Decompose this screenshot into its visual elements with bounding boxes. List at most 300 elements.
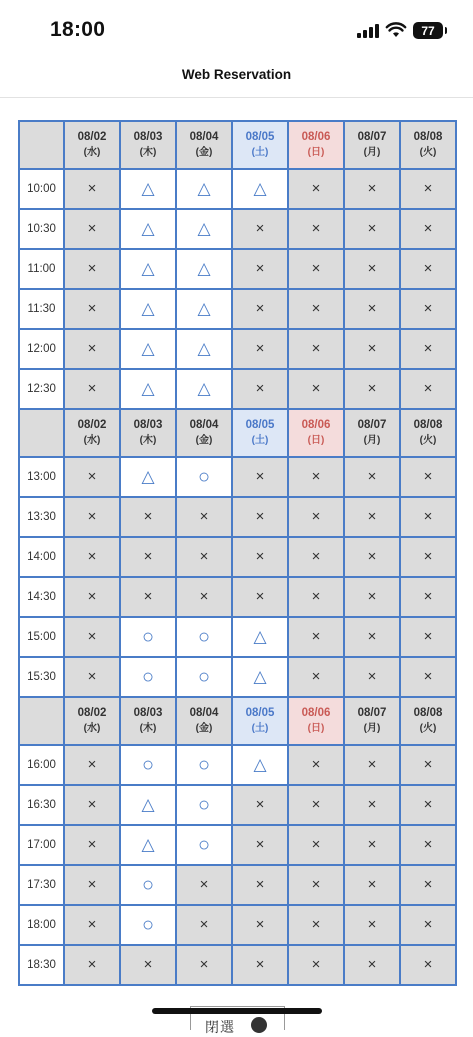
header-date: 08/03 <box>133 419 163 431</box>
slot-unavailable <box>64 537 120 577</box>
time-row <box>19 537 456 577</box>
slot-unavailable <box>288 657 344 697</box>
slot-unavailable <box>288 865 344 905</box>
circle-icon: ○ <box>197 465 211 488</box>
date-header-cell <box>288 121 344 169</box>
date-header-cell <box>344 697 400 745</box>
slot-unavailable <box>232 577 288 617</box>
slot-unavailable <box>344 825 400 865</box>
cross-icon: × <box>311 836 321 853</box>
cross-icon: × <box>423 220 433 237</box>
slot-unavailable <box>344 537 400 577</box>
cross-icon: × <box>423 836 433 853</box>
date-header-cell <box>400 409 456 457</box>
cross-icon: × <box>367 668 377 685</box>
slot-available[interactable] <box>232 745 288 785</box>
triangle-icon: △ <box>197 298 211 318</box>
time-label: 12:30 <box>19 369 64 409</box>
slot-unavailable <box>288 497 344 537</box>
date-header-cell <box>120 121 176 169</box>
slot-unavailable <box>400 905 456 945</box>
time-row <box>19 457 456 497</box>
wifi-icon <box>386 23 406 38</box>
slot-unavailable <box>64 457 120 497</box>
cross-icon: × <box>367 380 377 397</box>
cross-icon: × <box>199 956 209 973</box>
slot-unavailable <box>400 497 456 537</box>
slot-available[interactable] <box>120 209 176 249</box>
header-weekday: (火) <box>419 147 437 158</box>
slot-unavailable <box>232 497 288 537</box>
slot-unavailable <box>288 537 344 577</box>
cross-icon: × <box>423 668 433 685</box>
header-date: 08/05 <box>245 419 275 431</box>
date-header-cell <box>176 409 232 457</box>
time-row <box>19 577 456 617</box>
cross-icon: × <box>423 588 433 605</box>
header-date: 08/07 <box>357 131 387 143</box>
slot-unavailable <box>288 169 344 209</box>
cross-icon: × <box>143 588 153 605</box>
slot-available[interactable] <box>176 329 232 369</box>
slot-unavailable <box>288 785 344 825</box>
slot-available[interactable] <box>120 825 176 865</box>
slot-unavailable <box>344 369 400 409</box>
time-label: 11:00 <box>19 249 64 289</box>
slot-available[interactable] <box>120 657 176 697</box>
date-header-cell <box>344 121 400 169</box>
header-weekday: (木) <box>139 147 157 158</box>
status-time: 18:00 <box>50 18 106 41</box>
slot-available[interactable] <box>176 289 232 329</box>
cross-icon: × <box>423 180 433 197</box>
triangle-icon: △ <box>141 378 155 398</box>
circle-icon: ○ <box>197 793 211 816</box>
slot-unavailable <box>232 329 288 369</box>
slot-unavailable <box>64 785 120 825</box>
slot-available[interactable] <box>176 785 232 825</box>
cross-icon: × <box>367 588 377 605</box>
date-header-row <box>19 697 456 745</box>
header-weekday: (水) <box>83 435 101 446</box>
header-date: 08/03 <box>133 707 163 719</box>
time-row <box>19 785 456 825</box>
cross-icon: × <box>143 508 153 525</box>
cross-icon: × <box>423 628 433 645</box>
time-label: 14:30 <box>19 577 64 617</box>
cross-icon: × <box>367 628 377 645</box>
slot-available[interactable] <box>232 657 288 697</box>
slot-unavailable <box>400 785 456 825</box>
slot-unavailable <box>344 945 400 985</box>
slot-unavailable <box>232 249 288 289</box>
slot-available[interactable] <box>120 369 176 409</box>
header-weekday: (金) <box>195 723 213 734</box>
time-label: 17:00 <box>19 825 64 865</box>
cross-icon: × <box>423 340 433 357</box>
home-indicator <box>152 1008 322 1014</box>
slot-available[interactable] <box>120 169 176 209</box>
slot-unavailable <box>400 945 456 985</box>
time-label: 12:00 <box>19 329 64 369</box>
slot-unavailable <box>344 617 400 657</box>
reservation-grid <box>18 120 456 986</box>
triangle-icon: △ <box>197 378 211 398</box>
slot-unavailable <box>232 905 288 945</box>
cross-icon: × <box>311 876 321 893</box>
slot-unavailable <box>232 537 288 577</box>
slot-unavailable <box>288 945 344 985</box>
cross-icon: × <box>87 588 97 605</box>
cross-icon: × <box>255 380 265 397</box>
cross-icon: × <box>255 508 265 525</box>
time-label: 10:00 <box>19 169 64 209</box>
time-label: 11:30 <box>19 289 64 329</box>
time-row <box>19 657 456 697</box>
time-row <box>19 369 456 409</box>
cross-icon: × <box>87 340 97 357</box>
circle-icon: ○ <box>141 873 155 896</box>
slot-unavailable <box>400 457 456 497</box>
slot-unavailable <box>344 785 400 825</box>
slot-unavailable <box>344 577 400 617</box>
header-date: 08/05 <box>245 131 275 143</box>
triangle-icon: △ <box>141 258 155 278</box>
cross-icon: × <box>423 796 433 813</box>
cross-icon: × <box>311 756 321 773</box>
header-date: 08/08 <box>413 419 443 431</box>
cross-icon: × <box>367 548 377 565</box>
slot-unavailable <box>344 865 400 905</box>
triangle-icon: △ <box>197 178 211 198</box>
slot-unavailable <box>120 945 176 985</box>
triangle-icon: △ <box>253 754 267 774</box>
circle-icon: ○ <box>197 753 211 776</box>
slot-unavailable <box>344 329 400 369</box>
slot-available[interactable] <box>176 825 232 865</box>
slot-unavailable <box>64 865 120 905</box>
slot-unavailable <box>64 657 120 697</box>
page-title: Web Reservation <box>181 67 292 82</box>
slot-unavailable <box>232 289 288 329</box>
circle-icon: ○ <box>141 625 155 648</box>
slot-unavailable <box>64 249 120 289</box>
header-date: 08/04 <box>189 419 219 431</box>
slot-unavailable <box>400 617 456 657</box>
slot-available[interactable] <box>120 617 176 657</box>
slot-available[interactable] <box>176 745 232 785</box>
slot-available[interactable] <box>120 249 176 289</box>
slot-unavailable <box>288 745 344 785</box>
time-row <box>19 209 456 249</box>
cross-icon: × <box>87 508 97 525</box>
slot-available[interactable] <box>176 249 232 289</box>
slot-unavailable <box>400 577 456 617</box>
slot-unavailable <box>176 537 232 577</box>
triangle-icon: △ <box>253 626 267 646</box>
cross-icon: × <box>423 916 433 933</box>
slot-unavailable <box>64 905 120 945</box>
slot-available[interactable] <box>120 905 176 945</box>
slot-unavailable <box>400 745 456 785</box>
triangle-icon: △ <box>141 218 155 238</box>
slot-unavailable <box>176 865 232 905</box>
slot-unavailable <box>64 169 120 209</box>
header-corner <box>19 409 64 457</box>
date-header-cell <box>176 697 232 745</box>
cross-icon: × <box>255 916 265 933</box>
triangle-icon: △ <box>141 338 155 358</box>
cross-icon: × <box>255 220 265 237</box>
cross-icon: × <box>311 628 321 645</box>
slot-available[interactable] <box>120 289 176 329</box>
slot-unavailable <box>344 209 400 249</box>
time-label: 16:00 <box>19 745 64 785</box>
triangle-icon: △ <box>141 794 155 814</box>
cross-icon: × <box>87 756 97 773</box>
date-header-cell <box>120 409 176 457</box>
slot-available[interactable] <box>232 617 288 657</box>
cross-icon: × <box>255 876 265 893</box>
cross-icon: × <box>199 588 209 605</box>
cross-icon: × <box>87 916 97 933</box>
cross-icon: × <box>199 916 209 933</box>
time-label: 14:00 <box>19 537 64 577</box>
slot-unavailable <box>176 905 232 945</box>
time-row <box>19 289 456 329</box>
cross-icon: × <box>87 260 97 277</box>
cross-icon: × <box>423 260 433 277</box>
slot-available[interactable] <box>176 369 232 409</box>
slot-unavailable <box>64 577 120 617</box>
slot-unavailable <box>64 209 120 249</box>
header-weekday: (月) <box>363 435 381 446</box>
time-label: 15:00 <box>19 617 64 657</box>
slot-unavailable <box>64 825 120 865</box>
header-weekday: (金) <box>195 147 213 158</box>
slot-unavailable <box>400 825 456 865</box>
slot-unavailable <box>400 209 456 249</box>
cross-icon: × <box>87 956 97 973</box>
slot-unavailable <box>64 617 120 657</box>
time-label: 10:30 <box>19 209 64 249</box>
slot-unavailable <box>288 209 344 249</box>
triangle-icon: △ <box>253 178 267 198</box>
date-header-cell <box>232 697 288 745</box>
time-row <box>19 905 456 945</box>
slot-available[interactable] <box>176 209 232 249</box>
slot-unavailable <box>64 497 120 537</box>
cross-icon: × <box>367 508 377 525</box>
cross-icon: × <box>423 548 433 565</box>
cross-icon: × <box>87 380 97 397</box>
slot-unavailable <box>400 289 456 329</box>
cross-icon: × <box>87 668 97 685</box>
time-label: 17:30 <box>19 865 64 905</box>
cross-icon: × <box>255 956 265 973</box>
triangle-icon: △ <box>197 338 211 358</box>
slot-available[interactable] <box>232 169 288 209</box>
status-bar <box>0 0 473 60</box>
date-header-cell <box>344 409 400 457</box>
cross-icon: × <box>423 300 433 317</box>
slot-unavailable <box>288 617 344 657</box>
cross-icon: × <box>255 588 265 605</box>
slot-unavailable <box>232 945 288 985</box>
slot-unavailable <box>344 457 400 497</box>
cross-icon: × <box>367 956 377 973</box>
header-corner <box>19 697 64 745</box>
cross-icon: × <box>255 796 265 813</box>
time-label: 13:30 <box>19 497 64 537</box>
circle-icon: ○ <box>197 833 211 856</box>
date-header-cell <box>176 121 232 169</box>
header-weekday: (日) <box>307 723 325 734</box>
header-date: 08/02 <box>77 419 107 431</box>
header-weekday: (土) <box>251 723 269 734</box>
battery-icon <box>413 22 443 39</box>
slot-unavailable <box>400 657 456 697</box>
time-label: 16:30 <box>19 785 64 825</box>
slot-unavailable <box>400 329 456 369</box>
cross-icon: × <box>367 260 377 277</box>
cross-icon: × <box>199 876 209 893</box>
date-header-cell <box>288 409 344 457</box>
cross-icon: × <box>87 300 97 317</box>
slot-unavailable <box>120 577 176 617</box>
cross-icon: × <box>423 508 433 525</box>
header-weekday: (水) <box>83 723 101 734</box>
cross-icon: × <box>367 300 377 317</box>
header-weekday: (木) <box>139 723 157 734</box>
cross-icon: × <box>199 508 209 525</box>
cross-icon: × <box>255 836 265 853</box>
cross-icon: × <box>423 876 433 893</box>
slot-unavailable <box>344 497 400 537</box>
slot-unavailable <box>176 577 232 617</box>
slot-unavailable <box>400 865 456 905</box>
time-row <box>19 497 456 537</box>
header-date: 08/07 <box>357 419 387 431</box>
cross-icon: × <box>87 796 97 813</box>
slot-unavailable <box>288 329 344 369</box>
header-weekday: (日) <box>307 435 325 446</box>
triangle-icon: △ <box>197 218 211 238</box>
cross-icon: × <box>311 380 321 397</box>
cross-icon: × <box>255 260 265 277</box>
header-date: 08/02 <box>77 131 107 143</box>
circle-icon: ○ <box>141 753 155 776</box>
cross-icon: × <box>311 916 321 933</box>
slot-unavailable <box>288 289 344 329</box>
slot-unavailable <box>344 745 400 785</box>
time-row <box>19 249 456 289</box>
slot-unavailable <box>288 905 344 945</box>
header-date: 08/06 <box>301 419 331 431</box>
circle-icon: ○ <box>141 665 155 688</box>
slot-unavailable <box>344 905 400 945</box>
cross-icon: × <box>367 180 377 197</box>
header-weekday: (火) <box>419 435 437 446</box>
cross-icon: × <box>143 548 153 565</box>
cross-icon: × <box>311 340 321 357</box>
triangle-icon: △ <box>141 298 155 318</box>
signal-icon <box>357 24 379 38</box>
slot-available[interactable] <box>176 457 232 497</box>
slot-available[interactable] <box>176 657 232 697</box>
slot-unavailable <box>288 825 344 865</box>
cross-icon: × <box>143 956 153 973</box>
slot-available[interactable] <box>120 329 176 369</box>
header-weekday: (火) <box>419 723 437 734</box>
date-header-cell <box>400 121 456 169</box>
slot-unavailable <box>232 369 288 409</box>
cross-icon: × <box>87 628 97 645</box>
cross-icon: × <box>367 916 377 933</box>
slot-unavailable <box>232 825 288 865</box>
header-date: 08/04 <box>189 131 219 143</box>
cross-icon: × <box>423 468 433 485</box>
slot-unavailable <box>400 369 456 409</box>
header-date: 08/06 <box>301 707 331 719</box>
slot-available[interactable] <box>120 865 176 905</box>
date-header-cell <box>400 697 456 745</box>
cross-icon: × <box>199 548 209 565</box>
slot-available[interactable] <box>120 785 176 825</box>
cross-icon: × <box>311 668 321 685</box>
header-weekday: (土) <box>251 435 269 446</box>
date-header-cell <box>232 121 288 169</box>
time-row <box>19 169 456 209</box>
slot-available[interactable] <box>120 745 176 785</box>
slot-available[interactable] <box>176 169 232 209</box>
slot-available[interactable] <box>176 617 232 657</box>
header-weekday: (日) <box>307 147 325 158</box>
slot-unavailable <box>120 537 176 577</box>
header-weekday: (月) <box>363 147 381 158</box>
slot-unavailable <box>288 369 344 409</box>
status-icons <box>357 22 443 39</box>
header-weekday: (金) <box>195 435 213 446</box>
slot-unavailable <box>64 329 120 369</box>
time-label: 18:30 <box>19 945 64 985</box>
header-date: 08/06 <box>301 131 331 143</box>
cross-icon: × <box>311 548 321 565</box>
slot-unavailable <box>232 865 288 905</box>
slot-unavailable <box>64 945 120 985</box>
slot-available[interactable] <box>120 457 176 497</box>
slot-unavailable <box>288 457 344 497</box>
cross-icon: × <box>311 796 321 813</box>
slot-unavailable <box>120 497 176 537</box>
triangle-icon: △ <box>253 666 267 686</box>
cross-icon: × <box>255 300 265 317</box>
circle-icon: ○ <box>141 913 155 936</box>
time-label: 15:30 <box>19 657 64 697</box>
cross-icon: × <box>311 588 321 605</box>
triangle-icon: △ <box>141 834 155 854</box>
cross-icon: × <box>367 836 377 853</box>
slot-unavailable <box>64 289 120 329</box>
triangle-icon: △ <box>197 258 211 278</box>
slot-unavailable <box>176 945 232 985</box>
cross-icon: × <box>423 380 433 397</box>
date-header-cell <box>232 409 288 457</box>
slot-unavailable <box>64 745 120 785</box>
circle-icon: ○ <box>197 625 211 648</box>
time-row <box>19 617 456 657</box>
slot-unavailable <box>400 169 456 209</box>
